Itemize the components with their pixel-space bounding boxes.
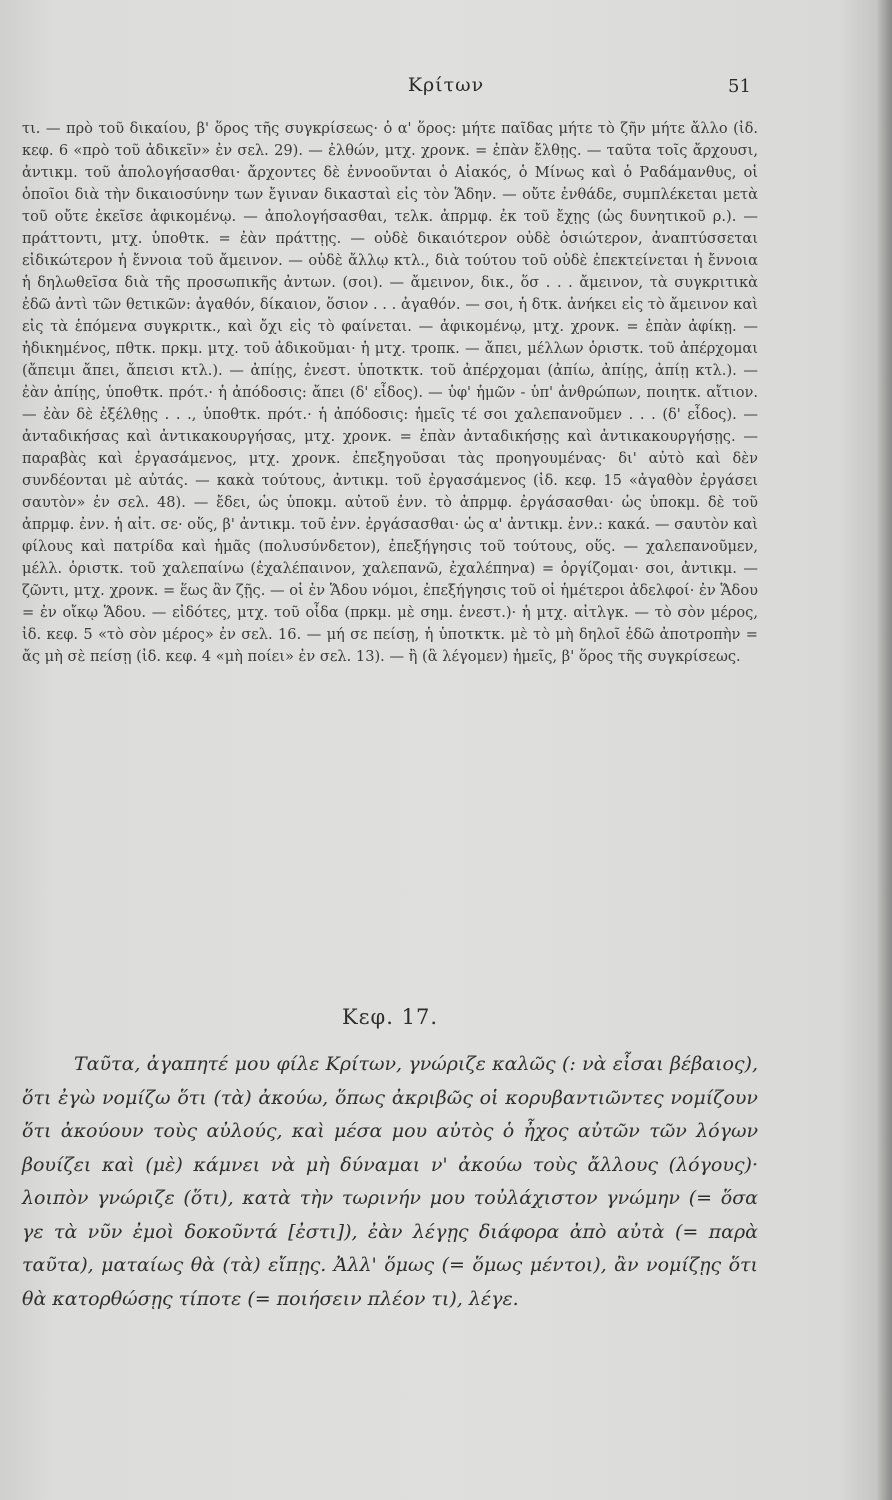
- notes-paragraph: τι. — πρὸ τοῦ δικαίου, β' ὅρος τῆς συγκρίσεως· ὁ α' ὅρος: μήτε παῖδας μήτε τὸ ζῆν μήτε ἄλλο (ἰδ. κεφ. 6 «πρὸ τοῦ ἀδικεῖν» ἐν σελ. 29). — ἐλθών, μτχ. χρονκ. = ἐπὰν ἔλθῃς. — ταῦτα τοῖς ἄρχουσι, ἀντικμ. τοῦ ἀπολογήσασθαι· ἄρχοντες δὲ ἐννοοῦνται ὁ Αἰακός, ὁ Μίνως καὶ ὁ Ραδάμανθυς, οἱ ὁποῖοι διὰ τὴν δικαιοσύνην των ἔγιναν δικασταὶ εἰς τὸν Ἅδην. — οὔτε ἐνθάδε, συμπλέκεται μετὰ τοῦ οὔτε ἐκεῖσε ἀφικομένῳ. — ἀπολογήσασθαι, τελκ. ἀπρμφ. ἐκ τοῦ ἔχῃς (ὡς δυνητικοῦ ρ.). — πράττοντι, μτχ. ὑποθτκ. = ἐὰν πράττῃς. — οὐδὲ δικαιότερον οὐδὲ ὁσιώτερον, ἀναπτύσσεται εἰδικώτερον ἡ ἔννοια τοῦ ἄμεινον. — οὐδὲ ἄλλῳ κτλ., διὰ τούτου τοῦ οὐδὲ ἐπεκτείνεται ἡ ἔννοια ἡ δηλωθεῖσα διὰ τῆς προσωπικῆς ἀντων. (σοι). — ἄμεινον, δικ., ὅσ . . . ἄμεινον, τὰ συγκριτικὰ ἐδῶ ἀντὶ τῶν θετικῶν: ἀγαθόν, δίκαιον, ὅσιον . . . ἀγαθόν. — σοι, ἡ δτκ. ἀνήκει εἰς τὸ ἄμεινον καὶ εἰς τὰ ἑπόμενα συγκριτκ., καὶ ὄχι εἰς τὸ φαίνεται. — ἀφικομένῳ, μτχ. χρονκ. = ἐπὰν ἀφίκῃ. — ἠδικημένος, πθτκ. πρκμ. μτχ. τοῦ ἀδικοῦμαι· ἡ μτχ. τροπκ. — ἄπει, μέλλων ὁριστκ. τοῦ ἀπέρχομαι (ἄπειμι ἄπει, ἄπεισι κτλ.). — ἀπίῃς, ἐνεστ. ὑποτκτκ. τοῦ ἀπέρχομαι (ἀπίω, ἀπίῃς, ἀπίῃ κτλ.). — ἐὰν ἀπίῃς, ὑποθτκ. πρότ.· ἡ ἀπόδοσις: ἄπει (δ' εἶδος). — ὑφ' ἡμῶν - ὑπ' ἀνθρώπων, ποιητκ. αἴτιον. — ἐὰν δὲ ἐξέλθῃς . . ., ὑποθτκ. πρότ.· ἡ ἀπόδοσις: ἡμεῖς τέ σοι χαλεπανοῦμεν . . . (δ' εἶδος). — ἀνταδικήσας καὶ ἀντικακουργήσας, μτχ. χρονκ. = ἐπὰν ἀνταδικήσῃς καὶ ἀντικακουργήσῃς. — παραβὰς καὶ ἐργασάμενος, μτχ. χρονκ. ἐπεξηγοῦσαι τὰς προηγουμένας· δι' αὐτὸ καὶ δὲν συνδέονται μὲ αὐτάς. — κακὰ τούτους, ἀντικμ. τοῦ ἐργασάμενος (ἰδ. κεφ. 15 «ἀγαθὸν ἐργάσει σαυτὸν» ἐν σελ. 48). — ἔδει, ὡς ὑποκμ. αὐτοῦ ἐνν. τὸ ἀπρμφ. ἐργάσασθαι· ὡς ὑποκμ. δὲ τοῦ ἀπρμφ. ἐνν. ἡ αἰτ. σε· οὕς, β' ἀντικμ. τοῦ ἐνν. ἐργάσασθαι· ὡς α' ἀντικμ. ἐνν.: κακά. — σαυτὸν καὶ φίλους καὶ πατρίδα καὶ ἡμᾶς (πολυσύνδετον), ἐπεξήγησις τοῦ τούτους, οὕς. — χαλεπανοῦμεν, μέλλ. ὁριστκ. τοῦ χαλεπαίνω (ἐχαλέπαινον, χαλεπανῶ, ἐχαλέπηνα) = ὀργίζομαι· σοι, ἀντικμ. — ζῶντι, μτχ. χρονκ. = ἕως ἂν ζῇς. — οἱ ἐν Ἅδου νόμοι, ἐπεξήγησις τοῦ οἱ ἡμέτεροι ἀδελφοί· ἐν Ἅδου = ἐν οἴκῳ Ἅδου. — εἰδότες, μτχ. τοῦ οἶδα (πρκμ. μὲ σημ. ἐνεστ.)· ἡ μτχ. αἰτλγκ. — τὸ σὸν μέρος, ἰδ. κεφ. 5 «τὸ σὸν μέρος» ἐν σελ. 16. — μή σε πείσῃ, ἡ ὑποτκτκ. μὲ τὸ μὴ δηλοῖ ἐδῶ ἀποτροπὴν = ἄς μὴ σὲ πείσῃ (ἰδ. κεφ. 4 «μὴ ποίει» ἐν σελ. 13). — ἢ (ἃ λέγομεν) ἡμεῖς, β' ὅρος τῆς συγκρίσεως.: [22, 120, 758, 665]
- translation-paragraph: Ταῦτα, ἀγαπητέ μου φίλε Κρίτων, γνώριζε καλῶς (: νὰ εἶσαι βέβαιος), ὅτι ἐγὼ νομίζω ὅτι (τὰ) ἀκούω, ὅπως ἀκριβῶς οἱ κορυβαντιῶντες νομίζουν ὅτι ἀκούουν τοὺς αὐλούς, καὶ μέσα μου αὐτὸς ὁ ἦχος αὐτῶν τῶν λόγων βουίζει καὶ (μὲ) κάμνει νὰ μὴ δύναμαι ν' ἀκούω τοὺς ἄλλους (λόγους)· λοιπὸν γνώριζε (ὅτι), κατὰ τὴν τωρινήν μου τοὐλάχιστον γνώμην (= ὅσα γε τὰ νῦν ἐμοὶ δοκοῦντά [ἐστι]), ἐὰν λέγῃς διάφορα ἀπὸ αὐτὰ (= παρὰ ταῦτα), ματαίως θὰ (τὰ) εἴπῃς. Ἀλλ' ὅμως (= ὅμως μέντοι), ἂν νομίζῃς ὅτι θὰ κατορθώσῃς τίποτε (= ποιήσειν πλέον τι), λέγε.: [22, 1053, 758, 1310]
- commentary-notes: [22, 118, 758, 668]
- page-edge-shadow: [878, 0, 892, 1500]
- running-head-title: Κρίτων: [407, 74, 485, 96]
- chapter-heading: Κεφ. 17.: [341, 1005, 439, 1029]
- page-number: 51: [728, 76, 751, 97]
- chapter-translation: [22, 1048, 758, 1316]
